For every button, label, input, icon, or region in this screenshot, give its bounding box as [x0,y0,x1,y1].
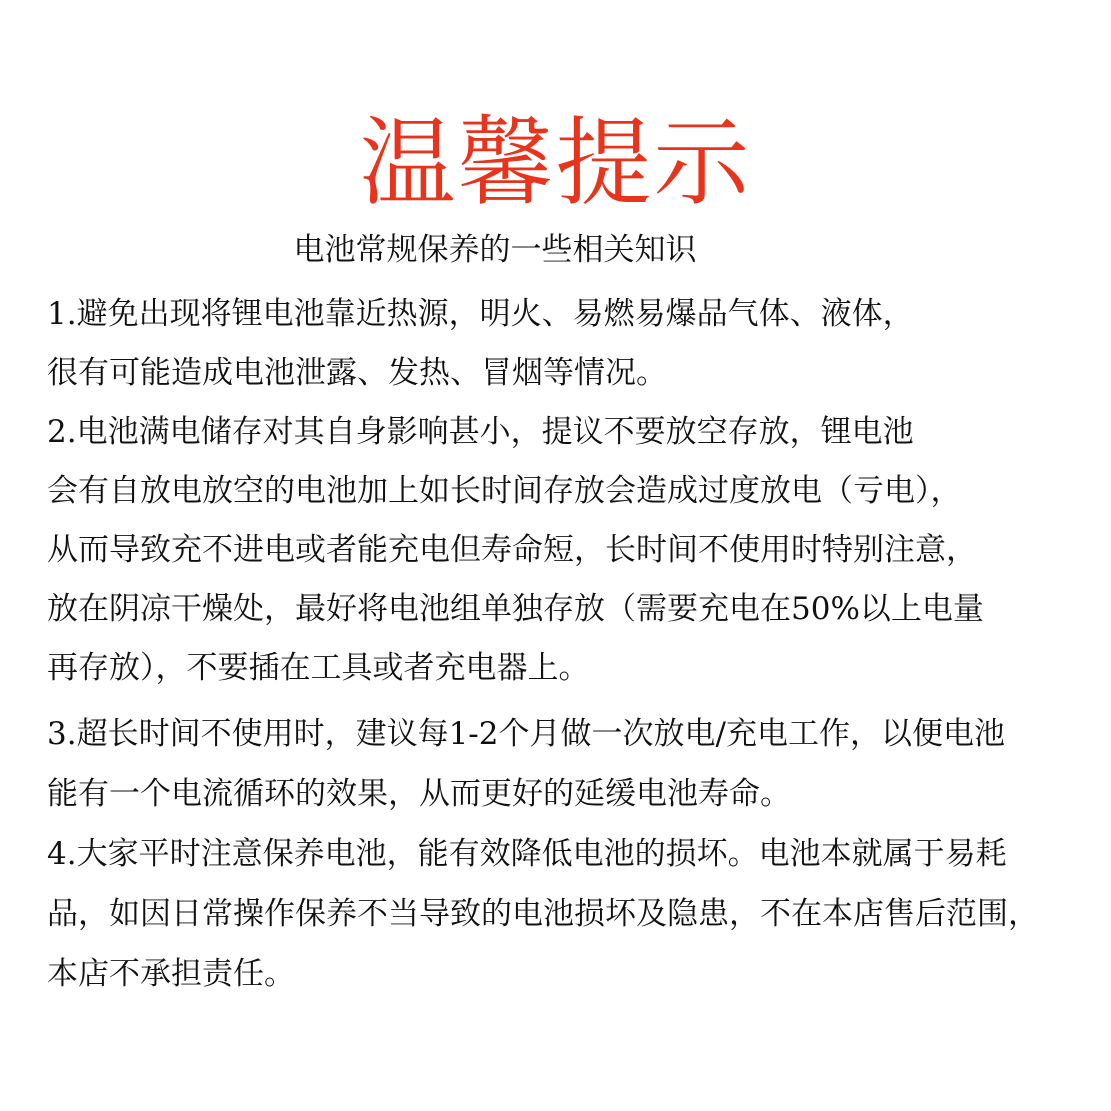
text-line: 品，如因日常操作保养不当导致的电池损坏及隐患，不在本店售后范围， [47,896,1039,932]
page-title: 温馨提示 [359,107,752,219]
text-line: 本店不承担责任。 [47,956,295,992]
text-line: 会有自放电放空的电池加上如长时间存放会造成过度放电（亏电）， [47,473,962,509]
text-line: 3.超长时间不使用时，建议每1-2个月做一次放电/充电工作，以便电池 [47,716,1005,752]
text-line: 能有一个电流循环的效果，从而更好的延缓电池寿命。 [47,776,791,812]
page-subtitle: 电池常规保养的一些相关知识 [293,232,697,268]
text-line: 很有可能造成电池泄露、发热、冒烟等情况。 [47,355,667,391]
text-line: 再存放），不要插在工具或者充电器上。 [47,650,590,686]
text-line: 放在阴凉干燥处，最好将电池组单独存放（需要充电在50%以上电量 [47,591,984,627]
text-line: 4.大家平时注意保养电池，能有效降低电池的损坏。电池本就属于易耗 [47,836,1007,872]
text-line: 从而导致充不进电或者能充电但寿命短，长时间不使用时特别注意， [47,532,977,568]
text-line: 1.避免出现将锂电池靠近热源，明火、易燃易爆品气体、液体， [47,296,914,332]
text-line: 2.电池满电储存对其自身影响甚小，提议不要放空存放，锂电池 [47,414,914,450]
